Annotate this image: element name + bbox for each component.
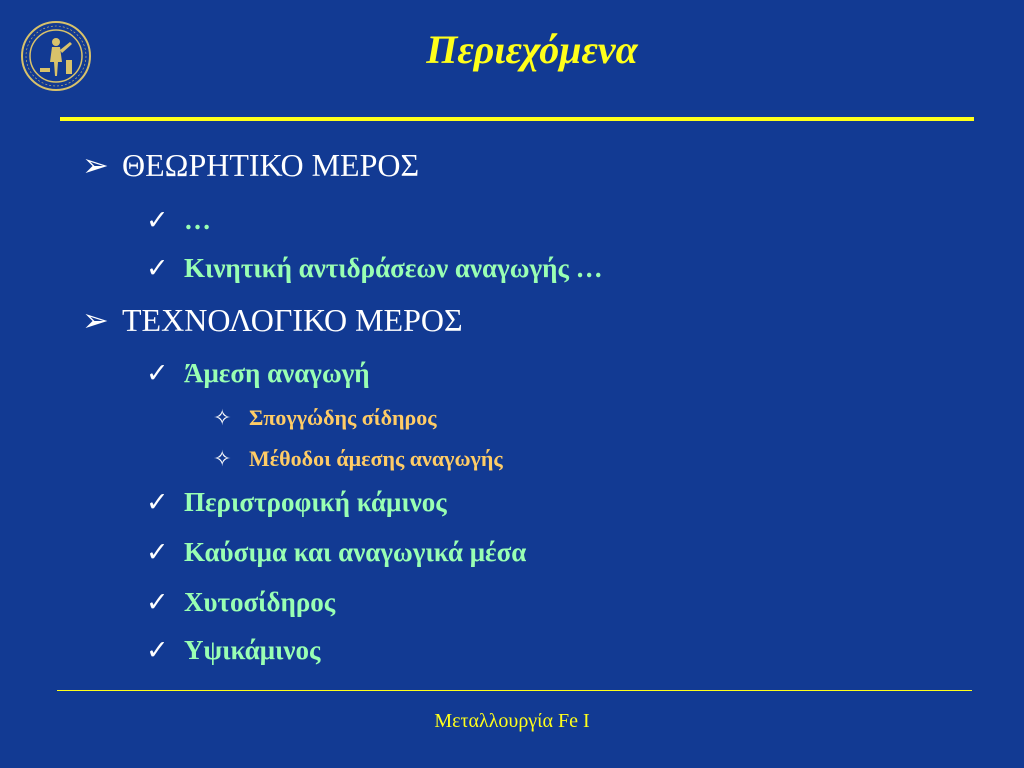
list-item-text: Άμεση αναγωγή	[184, 358, 370, 388]
check-bullet-icon: ✓	[146, 635, 169, 665]
check-bullet-icon: ✓	[146, 253, 169, 283]
list-item	[146, 587, 335, 618]
slide-footer: Μεταλλουργία Fe I	[434, 710, 590, 732]
star-bullet-icon: ✧	[213, 446, 232, 471]
list-item-text: Κινητική αντιδράσεων αναγωγής …	[184, 253, 603, 283]
arrow-bullet-icon: ➢	[82, 147, 109, 183]
list-item	[146, 205, 211, 236]
list-item	[82, 301, 463, 339]
list-item-text: Καύσιμα και αναγωγικά μέσα	[184, 537, 527, 567]
check-bullet-icon: ✓	[146, 205, 169, 235]
list-item	[146, 537, 526, 568]
list-item-text: ΤΕΧΝΟΛΟΓΙΚΟ ΜΕΡΟΣ	[122, 302, 463, 338]
list-item	[146, 487, 447, 518]
list-item-text: Χυτοσίδηρος	[184, 587, 336, 617]
list-item	[213, 405, 437, 431]
list-item	[213, 446, 503, 472]
list-item	[146, 635, 320, 666]
slide-title: Περιεχόμενα	[426, 27, 638, 72]
check-bullet-icon: ✓	[146, 487, 169, 517]
list-item-text: Υψικάμινος	[184, 635, 321, 665]
check-bullet-icon: ✓	[146, 587, 169, 617]
star-bullet-icon: ✧	[213, 405, 232, 430]
list-item-text: ΘΕΩΡΗΤΙΚΟ ΜΕΡΟΣ	[122, 147, 420, 183]
arrow-bullet-icon: ➢	[82, 302, 109, 338]
list-item	[82, 146, 419, 184]
list-item	[146, 358, 370, 389]
check-bullet-icon: ✓	[146, 358, 169, 388]
list-item-text: …	[184, 205, 211, 235]
list-item-text: Σπογγώδης σίδηρος	[249, 405, 437, 430]
check-bullet-icon: ✓	[146, 537, 169, 567]
footer-divider	[57, 690, 972, 691]
list-item-text: Μέθοδοι άμεσης αναγωγής	[249, 446, 503, 471]
list-item	[146, 253, 603, 284]
list-item-text: Περιστροφική κάμινος	[184, 487, 447, 517]
